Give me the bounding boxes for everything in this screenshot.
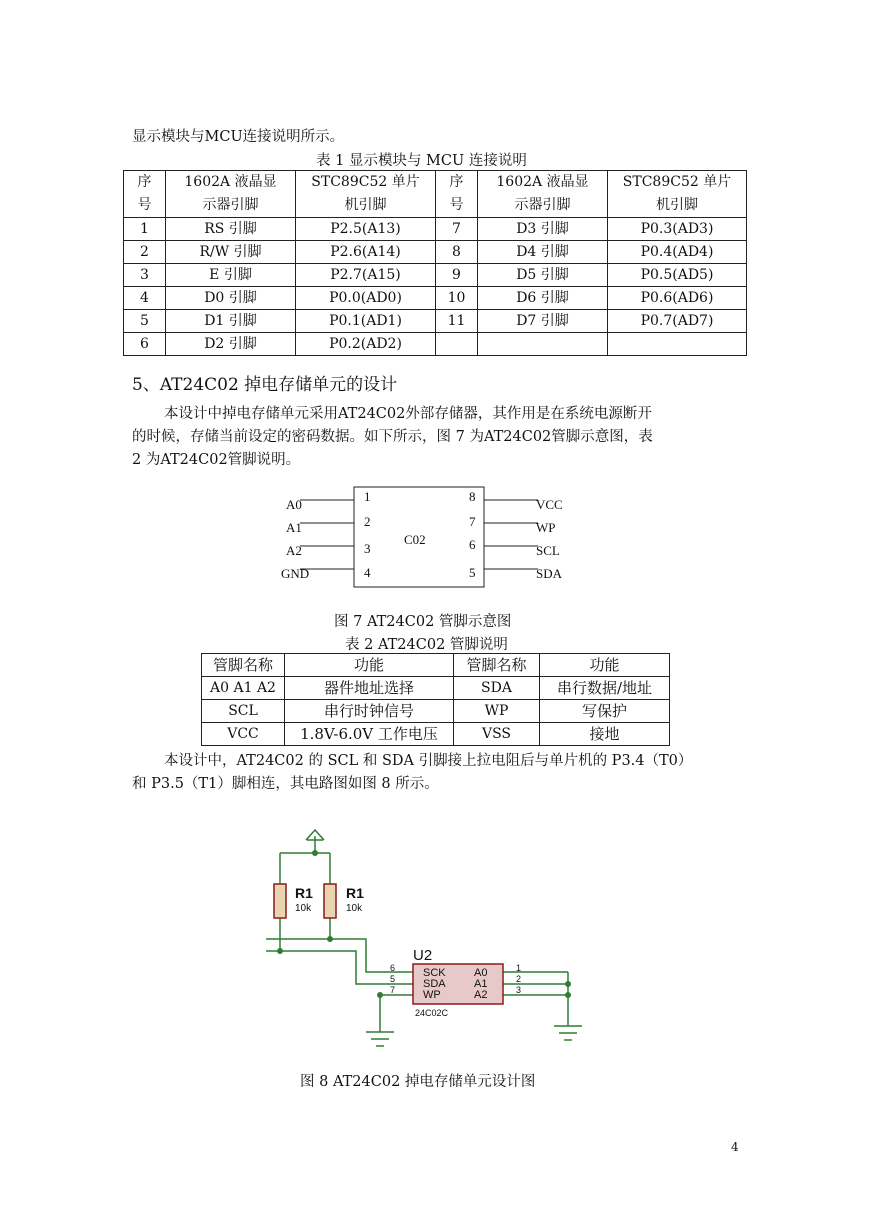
fig8-pin-number: 2 <box>516 974 522 984</box>
table1-header-line1: 1602A 液晶显 <box>496 174 589 190</box>
table-header-cell: 功能 <box>285 654 454 677</box>
table-cell: D4 引脚 <box>478 241 608 264</box>
table-cell: 10 <box>436 287 478 310</box>
table-cell: D5 引脚 <box>478 264 608 287</box>
table-cell: D2 引脚 <box>166 333 296 356</box>
fig8-chip-pin-name: A2 <box>474 989 488 1001</box>
table-row <box>124 218 747 241</box>
para1-line1: 本设计中掉电存储单元采用AT24C02外部存储器，其作用是在系统电源断开 <box>164 406 652 422</box>
table-cell: 串行数据/地址 <box>540 677 670 700</box>
fig8-resistor-2 <box>324 884 336 918</box>
fig7-pin-number: 3 <box>364 541 371 556</box>
table-row <box>202 723 670 746</box>
table-cell: 11 <box>436 310 478 333</box>
table-cell: 1 <box>124 218 166 241</box>
table-cell: 接地 <box>540 723 670 746</box>
table1-header-line1: STC89C52 单片 <box>622 174 732 190</box>
table1-header-line2: 机引脚 <box>344 197 387 213</box>
fig7-pin-number: 4 <box>364 565 371 580</box>
table1-header-line2: 机引脚 <box>656 197 698 213</box>
fig7-pin-name: VCC <box>536 497 563 512</box>
table-cell: 9 <box>436 264 478 287</box>
table-cell: D1 引脚 <box>166 310 296 333</box>
fig8-chip-pin-name: WP <box>423 989 441 1001</box>
fig8-chip-part: 24C02C <box>415 1008 449 1018</box>
fig7-pin-name: WP <box>536 520 556 535</box>
table-cell: D6 引脚 <box>478 287 608 310</box>
table1-caption: 表 1 显示模块与 MCU 连接说明 <box>316 153 527 169</box>
table-header-cell: 功能 <box>540 654 670 677</box>
table-cell: P0.4(AD4) <box>608 241 747 264</box>
fig8-caption: 图 8 AT24C02 掉电存储单元设计图 <box>300 1074 536 1090</box>
fig7-pin-name: A2 <box>286 543 302 558</box>
table2-caption: 表 2 AT24C02 管脚说明 <box>345 637 508 653</box>
table-cell: P0.6(AD6) <box>608 287 747 310</box>
fig8-r1-value: 10k <box>295 903 312 914</box>
fig8-chip-pin-name: A1 <box>474 978 488 990</box>
table-cell: P0.7(AD7) <box>608 310 747 333</box>
table1-header-line1: 序 <box>137 174 152 190</box>
fig8-pin-number: 6 <box>390 963 396 973</box>
table-row <box>202 700 670 723</box>
table-cell: P0.1(AD1) <box>296 310 436 333</box>
fig8-circuit-diagram <box>260 826 590 1058</box>
table-cell <box>478 333 608 356</box>
table-cell: 写保护 <box>540 700 670 723</box>
table-cell: SDA <box>454 677 540 700</box>
fig7-pin-name: A1 <box>286 520 302 535</box>
fig7-pin-number: 2 <box>364 514 371 529</box>
table1-header-cell <box>608 171 747 218</box>
fig7-pin-number: 5 <box>469 565 476 580</box>
table-cell: A0 A1 A2 <box>202 677 285 700</box>
fig8-r2-label: R1 <box>346 885 364 901</box>
table-cell: D7 引脚 <box>478 310 608 333</box>
table-row <box>202 677 670 700</box>
fig8-chip-pin-name: A0 <box>474 967 488 979</box>
table-cell: D3 引脚 <box>478 218 608 241</box>
fig8-pin-number: 1 <box>516 963 522 973</box>
fig7-pin-number: 7 <box>469 514 476 529</box>
table-cell: 1.8V-6.0V 工作电压 <box>285 723 454 746</box>
fig8-chip-ref: U2 <box>413 947 433 964</box>
table2 <box>201 653 670 746</box>
table-cell: 8 <box>436 241 478 264</box>
table-row <box>124 310 747 333</box>
table1-header-line2: 示器引脚 <box>514 197 571 213</box>
table-cell: 5 <box>124 310 166 333</box>
table-cell: P2.5(A13) <box>296 218 436 241</box>
table-cell: P0.3(AD3) <box>608 218 747 241</box>
table1-header-cell <box>478 171 608 218</box>
table-cell: 7 <box>436 218 478 241</box>
table-header-cell: 管脚名称 <box>454 654 540 677</box>
fig7-pin-number: 8 <box>469 489 476 504</box>
table1-header-line1: 1602A 液晶显 <box>184 174 277 190</box>
para1-line2: 的时候，存储当前设定的密码数据。如下所示，图 7 为AT24C02管脚示意图，表 <box>132 429 653 445</box>
fig8-r2-value: 10k <box>346 903 363 914</box>
table-cell: R/W 引脚 <box>166 241 296 264</box>
fig7-caption: 图 7 AT24C02 管脚示意图 <box>334 614 512 630</box>
table-cell: VCC <box>202 723 285 746</box>
table-cell: P2.7(A15) <box>296 264 436 287</box>
page-number: 4 <box>731 1140 739 1154</box>
table-cell: 串行时钟信号 <box>285 700 454 723</box>
table-cell: P2.6(A14) <box>296 241 436 264</box>
fig8-chip-pin-name: SCK <box>423 967 446 979</box>
fig7-pin-number: 6 <box>469 537 476 552</box>
fig7-pin-name: SCL <box>536 543 560 558</box>
fig8-pin-number: 5 <box>390 974 396 984</box>
table-cell: RS 引脚 <box>166 218 296 241</box>
para2-line2: 和 P3.5（T1）脚相连，其电路图如图 8 所示。 <box>132 776 439 792</box>
table1-header-line2: 号 <box>449 197 464 213</box>
table1-header-row <box>124 171 747 218</box>
para1-line3: 2 为AT24C02管脚说明。 <box>132 452 301 468</box>
table1-header-line2: 示器引脚 <box>202 197 259 213</box>
table1-header-cell <box>124 171 166 218</box>
table-header-cell: 管脚名称 <box>202 654 285 677</box>
table-cell: D0 引脚 <box>166 287 296 310</box>
table-cell: P0.2(AD2) <box>296 333 436 356</box>
table1-header-line1: 序 <box>449 174 464 190</box>
table-cell: SCL <box>202 700 285 723</box>
table-cell: 2 <box>124 241 166 264</box>
table2-header-row <box>202 654 670 677</box>
table-cell <box>608 333 747 356</box>
fig8-resistor-1 <box>274 884 286 918</box>
fig7-pin-number: 1 <box>364 489 371 504</box>
table-cell: P0.0(AD0) <box>296 287 436 310</box>
table-cell: E 引脚 <box>166 264 296 287</box>
fig8-chip-pin-name: SDA <box>423 978 446 990</box>
table1-header-cell <box>436 171 478 218</box>
table1-header-cell <box>166 171 296 218</box>
table-cell: 6 <box>124 333 166 356</box>
table-cell: 4 <box>124 287 166 310</box>
fig8-r1-label: R1 <box>295 885 313 901</box>
table1-header-line2: 号 <box>137 197 152 213</box>
table-cell: 器件地址选择 <box>285 677 454 700</box>
table-row <box>124 333 747 356</box>
table1 <box>123 170 747 356</box>
intro-line: 显示模块与MCU连接说明所示。 <box>132 129 345 145</box>
table-row <box>124 264 747 287</box>
fig7-chip-label: C02 <box>404 532 426 547</box>
fig8-pin-number: 7 <box>390 985 396 995</box>
table-cell: P0.5(AD5) <box>608 264 747 287</box>
table1-header-line1: STC89C52 单片 <box>311 174 420 190</box>
table-row <box>124 241 747 264</box>
table-cell: VSS <box>454 723 540 746</box>
fig7-pin-diagram <box>270 482 590 594</box>
fig7-pin-name: SDA <box>536 566 563 581</box>
table1-header-cell <box>296 171 436 218</box>
table-row <box>124 287 747 310</box>
table-cell: 3 <box>124 264 166 287</box>
fig7-pin-name: A0 <box>286 497 302 512</box>
fig7-pin-name: GND <box>281 566 310 581</box>
fig8-pin-number: 3 <box>516 985 522 995</box>
section-heading: 5、AT24C02 掉电存储单元的设计 <box>132 375 398 395</box>
table-cell: WP <box>454 700 540 723</box>
table-cell <box>436 333 478 356</box>
para2-line1: 本设计中，AT24C02 的 SCL 和 SDA 引脚接上拉电阻后与单片机的 P3.4（T0） <box>164 753 693 769</box>
